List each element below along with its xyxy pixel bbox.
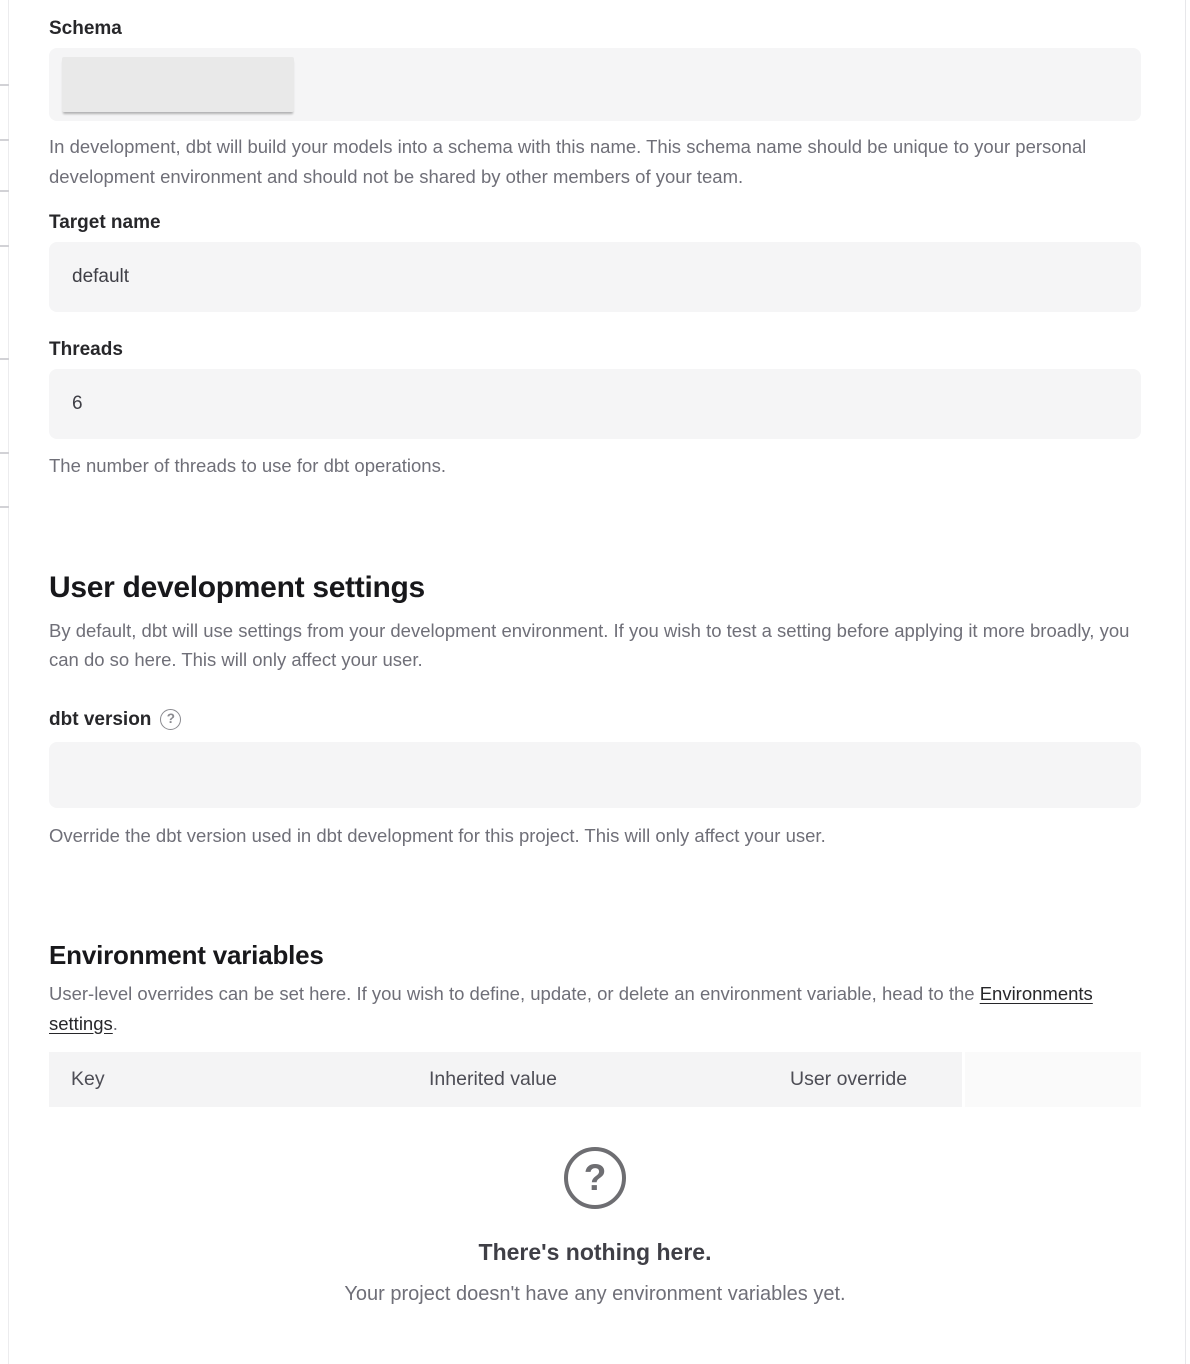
threads-input[interactable] bbox=[49, 369, 1141, 439]
dbt-version-help-text: Override the dbt version used in dbt development for this project. This will only affect your user. bbox=[49, 824, 826, 846]
target-name-label: Target name bbox=[49, 212, 161, 233]
user-development-settings-title: User development settings bbox=[49, 570, 425, 604]
threads-label: Threads bbox=[49, 339, 123, 360]
description-text: . bbox=[112, 1012, 118, 1034]
redacted-schema-value bbox=[62, 57, 294, 112]
left-edge-tick bbox=[0, 84, 9, 86]
right-panel-divider bbox=[1185, 0, 1186, 1364]
column-header-inherited-value: Inherited value bbox=[429, 1068, 557, 1090]
environment-variables-title: Environment variables bbox=[49, 940, 324, 970]
dbt-version-input[interactable] bbox=[49, 742, 1141, 808]
schema-input[interactable] bbox=[49, 48, 1141, 121]
column-header-user-override: User override bbox=[790, 1068, 908, 1090]
left-edge-tick bbox=[0, 358, 9, 360]
question-circle-icon: ? bbox=[564, 1147, 626, 1209]
left-edge-tick bbox=[0, 245, 9, 247]
left-edge-tick bbox=[0, 139, 9, 141]
empty-state-title: There's nothing here. bbox=[478, 1239, 712, 1265]
target-name-input[interactable] bbox=[49, 242, 1141, 312]
schema-help-text: In development, dbt will build your models into a schema with this name. This schema name should be unique to your personal development environment and should not be shared by other members of your team. bbox=[49, 136, 1087, 187]
column-header-actions bbox=[965, 1052, 1141, 1107]
empty-state bbox=[49, 1147, 1141, 1306]
description-text: User-level overrides can be set here. If you wish to define, update, or delete an environment variable, head to the bbox=[49, 983, 980, 1004]
left-edge-tick bbox=[0, 452, 9, 454]
empty-state-message: Your project doesn't have any environment variables yet. bbox=[344, 1283, 846, 1305]
question-circle-icon[interactable]: ? bbox=[160, 709, 181, 730]
environments-settings-link[interactable]: Environments settings bbox=[49, 983, 1093, 1034]
settings-page bbox=[49, 0, 1141, 1306]
dbt-version-label: dbt version bbox=[49, 708, 152, 730]
column-header-key: Key bbox=[71, 1068, 105, 1090]
environment-variables-table-header bbox=[49, 1052, 1141, 1107]
threads-help-text: The number of threads to use for dbt operations. bbox=[49, 455, 446, 476]
left-edge-tick bbox=[0, 190, 9, 192]
left-edge-tick bbox=[0, 506, 9, 508]
schema-label: Schema bbox=[49, 18, 122, 39]
environment-variables-description bbox=[49, 979, 1141, 1038]
left-panel-divider bbox=[8, 0, 9, 1364]
table-header-row bbox=[49, 1052, 962, 1107]
user-development-settings-description: By default, dbt will use settings from your development environment. If you wish to test a setting before applying it more broadly, you can do so here. This will only affect your user. bbox=[49, 619, 1130, 670]
